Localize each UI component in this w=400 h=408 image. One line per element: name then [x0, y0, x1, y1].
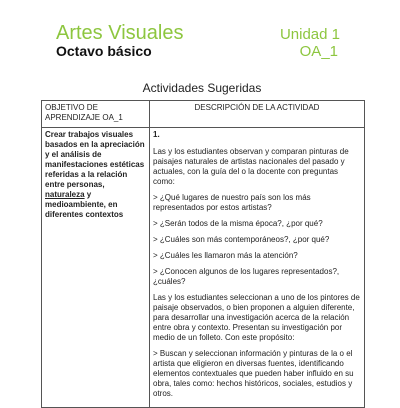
activity-column-header: DESCRIPCIÓN DE LA ACTIVIDAD [150, 101, 365, 128]
objective-cell [42, 128, 150, 408]
activity-step: > Buscan y seleccionan información y pinturas de la o el artista que eligieron en diversas fuentes, identificando elementos contextuales que pueden haber influido en su obra, tales como: hechos históricos, sociales, estudios y otros. [153, 349, 354, 398]
activity-paragraph: Las y los estudiantes seleccionan a uno de los pintores de paisaje observados, o bien proponen a alguien diferente, para desarrollar una investigación acerca de la relación entre obra y contexto. Presentan su investigación por medio de un folleto. Con este propósito: [153, 293, 360, 342]
objective-column-header: OBJETIVO DE APRENDIZAJE OA_1 [42, 101, 150, 128]
oa-code-label: OA_1 [299, 43, 338, 60]
document-subtitle: Octavo básico [56, 43, 152, 59]
objective-underlined-word: naturaleza [45, 190, 85, 199]
activity-cell [150, 128, 365, 408]
activity-question: > ¿Conocen algunos de los lugares representados?, ¿cuáles? [153, 267, 340, 286]
table-header-row [42, 101, 365, 128]
activity-question: > ¿Cuáles son más contemporáneos?, ¿por qué? [153, 235, 330, 244]
document-title: Artes Visuales [56, 22, 184, 44]
unit-label: Unidad 1 [279, 26, 340, 43]
objective-text: Crear trabajos visuales basados en la apreciación y el análisis de manifestaciones estéticas referidas a la relación entre personas, [45, 130, 145, 189]
table-row [42, 128, 365, 408]
activity-question: > ¿Cuáles les llamaron más la atención? [153, 251, 298, 260]
activities-table [41, 100, 365, 408]
activity-question: > ¿Serán todos de la misma época?, ¿por qué? [153, 219, 323, 228]
objective-text-end: y medioambiente, en diferentes contextos [45, 190, 124, 219]
activity-paragraph: Las y los estudiantes observan y comparan pinturas de paisajes naturales de artistas nacionales del pasado y actuales, con la guía del o la docente con preguntas como: [153, 147, 349, 186]
section-title: Actividades Sugeridas [142, 81, 262, 95]
activity-question: > ¿Qué lugares de nuestro país son los más representados por estos artistas? [153, 193, 311, 212]
activity-number: 1. [153, 130, 160, 139]
